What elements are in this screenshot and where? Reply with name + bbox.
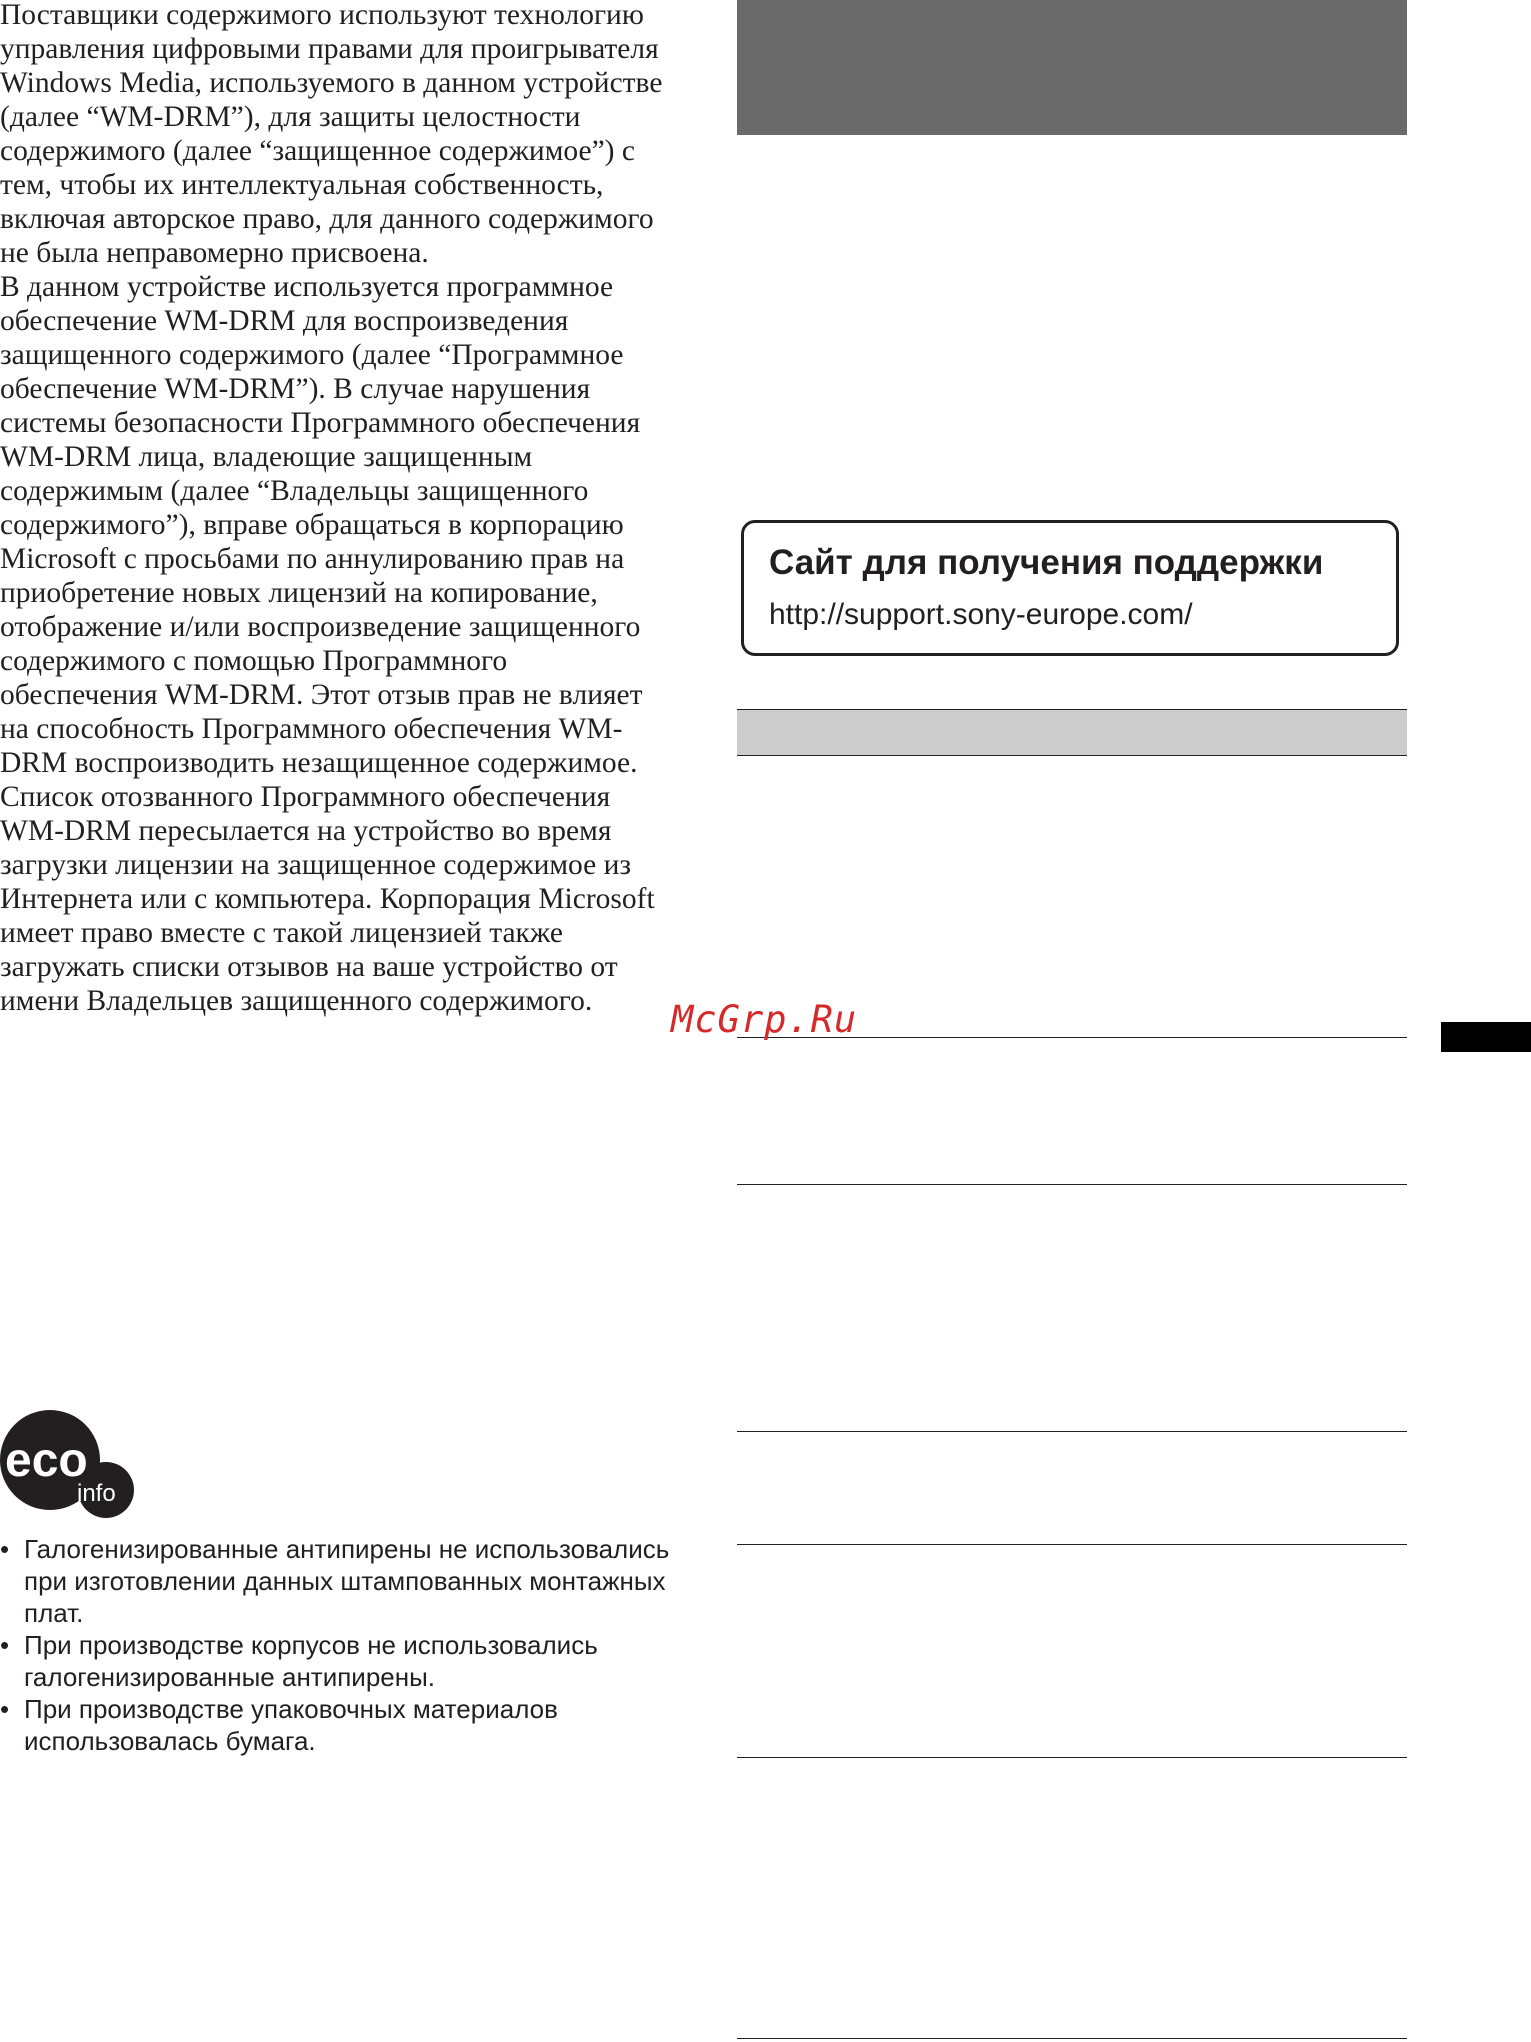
drm-paragraph-2: В данном устройстве используется программное обеспечение WM-DRM для воспроизведения защищенного содержимого (далее “Программное обеспечение WM-DRM”). В случае нарушения системы безопасности Программного обеспечения WM-DRM лица, владеющие защищенным содержимым (далее “Владельцы защищенного содержимого”), вправе обращаться в корпорацию Microsoft с просьбами по аннулированию прав на приобретение новых лицензий на копирование, отображение и/или воспроизведение защищенного содержимого с помощью Программного обеспечения WM-DRM. Этот отзыв прав не влияет на способность Программного обеспечения WM-DRM воспроизводить незащищенное содержимое. Список отозванного Программного обеспечения WM-DRM пересылается на устройство во время загрузки лицензии на защищенное содержимое из Интернета или с компьютера. Корпорация Microsoft имеет право вместе с такой лицензией также загружать списки отзывов на ваше устройство от имени Владельцев защищенного содержимого. [0,271,655,1017]
drm-paragraph-1: Поставщики содержимого используют технологию управления цифровыми правами для проигрывателя Windows Media, используемого в данном устройстве (далее “WM-DRM”), для защиты целостности содержимого (далее “защищенное содержимое”) с тем, чтобы их интеллектуальная собственность, включая авторское право, для данного содержимого не была неправомерно присвоена. [0,0,663,269]
eco-info-item [0,1629,680,1693]
eco-info-item [0,1533,680,1629]
eco-info-list [0,1533,680,1757]
eco-info-item-text: При производстве корпусов не использовались галогенизированные антипирены. [24,1630,598,1692]
main-text-column [0,0,665,1018]
divider-line [737,1544,1407,1545]
eco-logo-word: eco [5,1434,88,1487]
bullet-icon: • [0,1630,10,1660]
section-gray-bar [737,709,1407,756]
support-site-title: Сайт для получения поддержки [769,543,1324,582]
eco-info-item [0,1693,680,1757]
divider-line [737,1431,1407,1432]
side-index-tab [1441,1022,1531,1052]
eco-info-logo [0,1410,136,1518]
bullet-icon: • [0,1534,10,1564]
watermark-text: McGrp.Ru [671,998,858,1041]
header-dark-block [737,0,1407,135]
bullet-icon: • [0,1694,10,1724]
support-site-url[interactable]: http://support.sony-europe.com/ [769,598,1193,631]
eco-info-item-text: При производстве упаковочных материалов использовалась бумага. [24,1694,558,1756]
support-site-box [741,520,1399,656]
eco-logo-sub: info [77,1480,116,1507]
divider-line [737,1184,1407,1185]
eco-info-item-text: Галогенизированные антипирены не использовались при изготовлении данных штампованных монтажных плат. [24,1534,670,1628]
divider-line [737,2038,1407,2039]
divider-line [737,1757,1407,1758]
